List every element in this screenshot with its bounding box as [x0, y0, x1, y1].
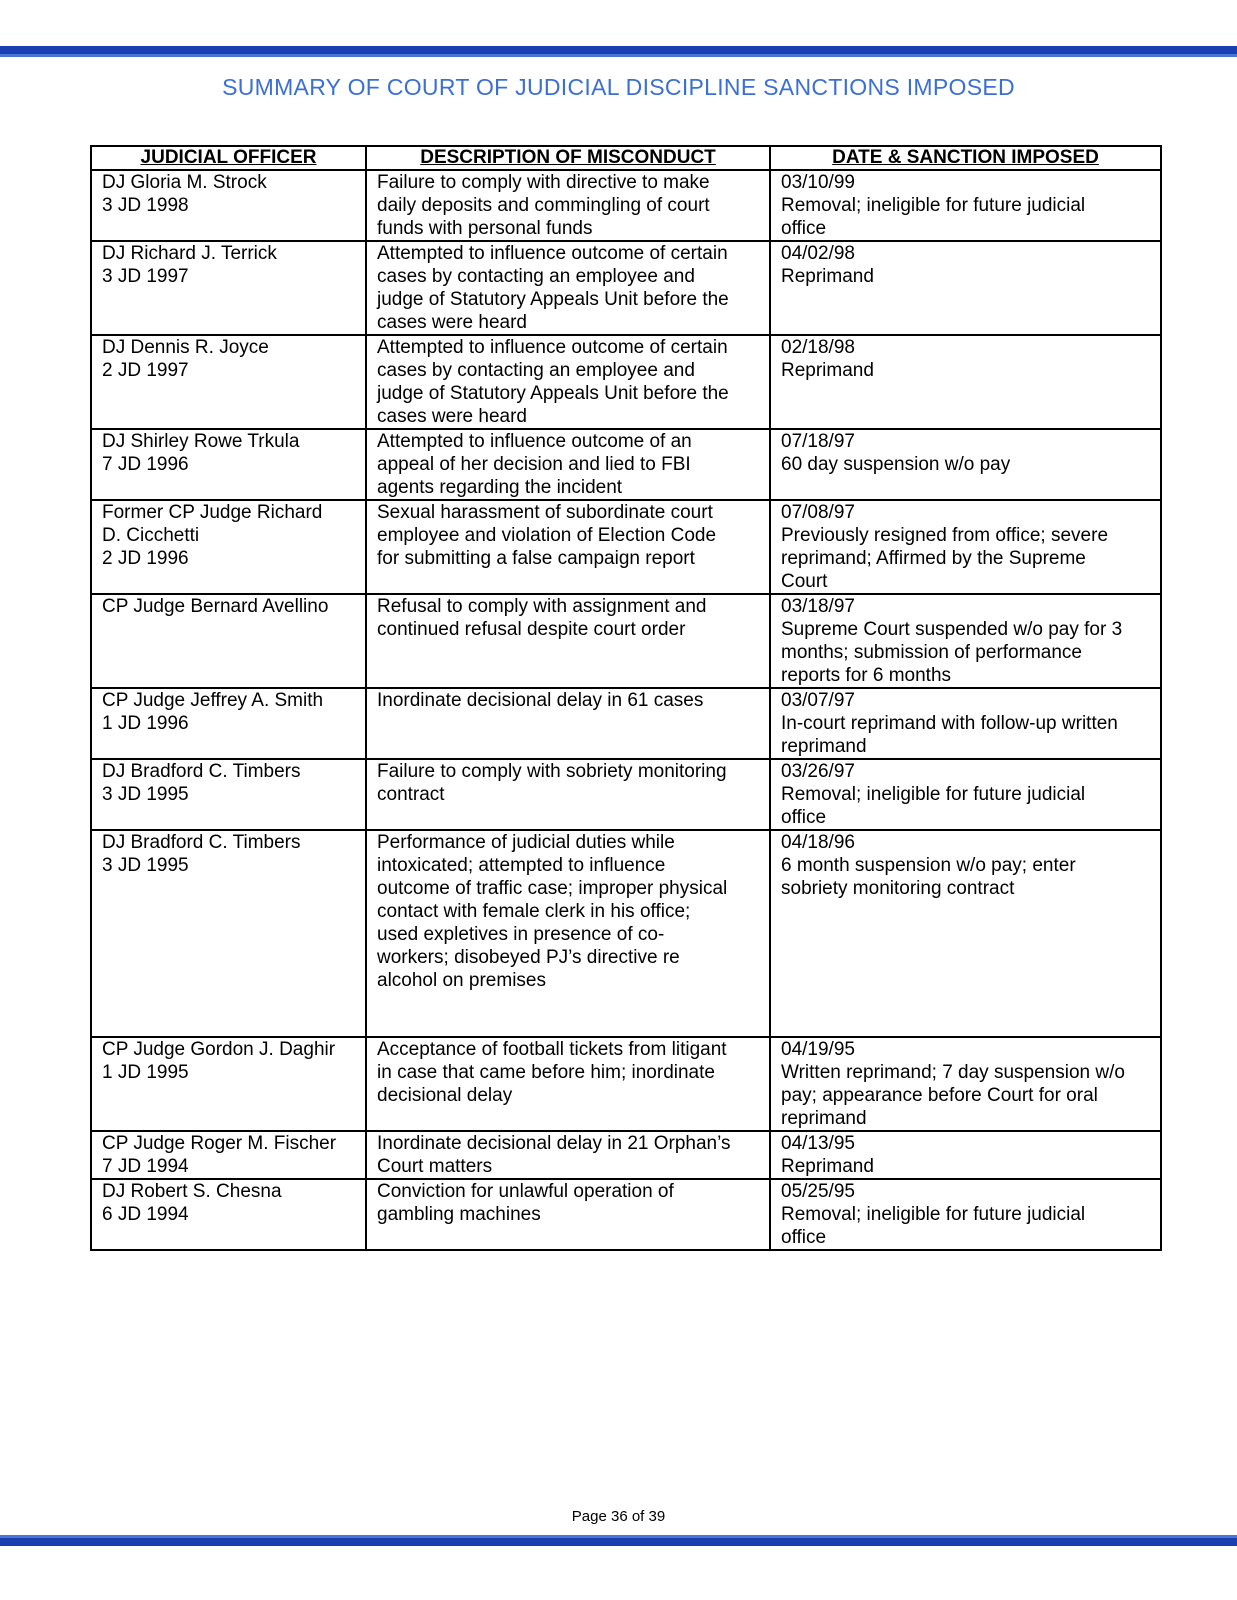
misconduct-cell: [366, 500, 770, 594]
header-judicial-officer: JUDICIAL OFFICER: [91, 146, 366, 170]
officer-cell: [91, 759, 366, 830]
misconduct-line: Sexual harassment of subordinate court: [377, 502, 713, 523]
misconduct-line: Refusal to comply with assignment and: [377, 596, 707, 617]
officer-line: DJ Richard J. Terrick: [102, 243, 277, 264]
misconduct-line: cases by contacting an employee and: [377, 360, 695, 381]
officer-line: Former CP Judge Richard: [102, 502, 323, 523]
officer-cell: [91, 170, 366, 241]
table-row: [91, 500, 1161, 594]
misconduct-line: in case that came before him; inordinate: [377, 1062, 715, 1083]
officer-line: 2 JD 1996: [102, 548, 189, 569]
officer-line: DJ Bradford C. Timbers: [102, 832, 301, 853]
sanction-cell: [770, 830, 1161, 1037]
sanction-line: reprimand; Affirmed by the Supreme: [781, 548, 1086, 569]
misconduct-cell: [366, 830, 770, 1037]
top-rule: [0, 46, 1237, 54]
sanction-line: 04/19/95: [781, 1039, 855, 1060]
table-row: [91, 1179, 1161, 1250]
misconduct-line: Attempted to influence outcome of an: [377, 431, 692, 452]
sanction-line: 03/26/97: [781, 761, 855, 782]
misconduct-line: Performance of judicial duties while: [377, 832, 675, 853]
sanction-cell: [770, 688, 1161, 759]
table-row: [91, 1037, 1161, 1131]
sanction-line: 03/07/97: [781, 690, 855, 711]
sanction-line: Previously resigned from office; severe: [781, 525, 1109, 546]
officer-line: 7 JD 1994: [102, 1156, 189, 1177]
table-body: [91, 170, 1161, 1250]
officer-line: DJ Robert S. Chesna: [102, 1181, 282, 1202]
sanction-line: reprimand: [781, 736, 867, 757]
officer-cell: [91, 429, 366, 500]
misconduct-cell: [366, 241, 770, 335]
officer-line: DJ Dennis R. Joyce: [102, 337, 269, 358]
sanction-cell: [770, 594, 1161, 688]
officer-cell: [91, 500, 366, 594]
table-row: [91, 759, 1161, 830]
top-rule-accent: [0, 54, 1237, 57]
misconduct-line: Attempted to influence outcome of certain: [377, 243, 728, 264]
officer-line: 2 JD 1997: [102, 360, 189, 381]
misconduct-line: Failure to comply with directive to make: [377, 172, 710, 193]
officer-line: DJ Shirley Rowe Trkula: [102, 431, 300, 452]
sanction-line: 05/25/95: [781, 1181, 855, 1202]
misconduct-line: cases by contacting an employee and: [377, 266, 695, 287]
sanction-line: 02/18/98: [781, 337, 855, 358]
officer-cell: [91, 830, 366, 1037]
sanction-line: Removal; ineligible for future judicial: [781, 1204, 1086, 1225]
misconduct-line: Acceptance of football tickets from litigant: [377, 1039, 727, 1060]
officer-line: 1 JD 1996: [102, 713, 189, 734]
officer-line: 3 JD 1998: [102, 195, 189, 216]
table-row: [91, 688, 1161, 759]
table-row: [91, 241, 1161, 335]
misconduct-cell: [366, 1131, 770, 1179]
misconduct-cell: [366, 1037, 770, 1131]
table-row: [91, 170, 1161, 241]
officer-cell: [91, 1037, 366, 1131]
sanction-line: Reprimand: [781, 266, 874, 287]
officer-line: 3 JD 1997: [102, 266, 189, 287]
misconduct-line: workers; disobeyed PJ’s directive re: [377, 947, 680, 968]
sanction-line: 07/08/97: [781, 502, 855, 523]
sanction-line: 04/18/96: [781, 832, 855, 853]
sanction-line: 6 month suspension w/o pay; enter: [781, 855, 1076, 876]
sanction-line: In-court reprimand with follow-up written: [781, 713, 1118, 734]
misconduct-cell: [366, 594, 770, 688]
sanction-cell: [770, 429, 1161, 500]
misconduct-line: funds with personal funds: [377, 218, 593, 239]
header-row: [91, 146, 1161, 170]
officer-cell: [91, 241, 366, 335]
misconduct-line: daily deposits and commingling of court: [377, 195, 710, 216]
sanction-cell: [770, 500, 1161, 594]
misconduct-line: outcome of traffic case; improper physical: [377, 878, 728, 899]
officer-cell: [91, 1131, 366, 1179]
sanction-line: Removal; ineligible for future judicial: [781, 195, 1086, 216]
sanction-line: Supreme Court suspended w/o pay for 3: [781, 619, 1123, 640]
officer-line: 7 JD 1996: [102, 454, 189, 475]
misconduct-cell: [366, 170, 770, 241]
sanction-cell: [770, 1131, 1161, 1179]
misconduct-line: Failure to comply with sobriety monitoring: [377, 761, 727, 782]
sanction-line: 07/18/97: [781, 431, 855, 452]
sanction-line: 04/02/98: [781, 243, 855, 264]
sanction-cell: [770, 170, 1161, 241]
officer-line: CP Judge Bernard Avellino: [102, 596, 329, 617]
sanction-line: office: [781, 807, 827, 828]
misconduct-line: judge of Statutory Appeals Unit before the: [377, 383, 729, 404]
sanctions-table: [90, 145, 1162, 1251]
misconduct-line: employee and violation of Election Code: [377, 525, 717, 546]
sanction-line: reprimand: [781, 1108, 867, 1129]
page-number: Page 36 of 39: [571, 1508, 666, 1525]
misconduct-cell: [366, 759, 770, 830]
misconduct-line: decisional delay: [377, 1085, 513, 1106]
table-row: [91, 1131, 1161, 1179]
sanction-line: months; submission of performance: [781, 642, 1082, 663]
misconduct-line: continued refusal despite court order: [377, 619, 686, 640]
misconduct-line: alcohol on premises: [377, 970, 546, 991]
misconduct-line: Conviction for unlawful operation of: [377, 1181, 674, 1202]
officer-line: 3 JD 1995: [102, 855, 189, 876]
header-description-of-misconduct: DESCRIPTION OF MISCONDUCT: [366, 146, 770, 170]
table-row: [91, 830, 1161, 1037]
misconduct-cell: [366, 335, 770, 429]
misconduct-line: cases were heard: [377, 406, 527, 427]
sanction-line: Written reprimand; 7 day suspension w/o: [781, 1062, 1125, 1083]
officer-line: 1 JD 1995: [102, 1062, 189, 1083]
misconduct-line: for submitting a false campaign report: [377, 548, 695, 569]
sanction-line: 03/18/97: [781, 596, 855, 617]
sanction-cell: [770, 241, 1161, 335]
sanction-line: pay; appearance before Court for oral: [781, 1085, 1098, 1106]
sanction-line: 04/13/95: [781, 1133, 855, 1154]
officer-cell: [91, 594, 366, 688]
page-title: SUMMARY OF COURT OF JUDICIAL DISCIPLINE SANCTIONS IMPOSED: [222, 74, 1015, 100]
officer-line: DJ Gloria M. Strock: [102, 172, 267, 193]
sanction-line: office: [781, 1227, 827, 1248]
officer-cell: [91, 1179, 366, 1250]
misconduct-line: contact with female clerk in his office;: [377, 901, 691, 922]
misconduct-line: gambling machines: [377, 1204, 541, 1225]
misconduct-line: appeal of her decision and lied to FBI: [377, 454, 691, 475]
misconduct-line: cases were heard: [377, 312, 527, 333]
sanction-line: Reprimand: [781, 360, 874, 381]
bottom-rule: [0, 1538, 1237, 1546]
officer-cell: [91, 335, 366, 429]
misconduct-line: intoxicated; attempted to influence: [377, 855, 666, 876]
officer-line: 3 JD 1995: [102, 784, 189, 805]
officer-line: CP Judge Gordon J. Daghir: [102, 1039, 336, 1060]
sanction-line: 60 day suspension w/o pay: [781, 454, 1011, 475]
officer-line: CP Judge Roger M. Fischer: [102, 1133, 337, 1154]
sanction-line: office: [781, 218, 827, 239]
sanction-line: reports for 6 months: [781, 665, 952, 686]
misconduct-line: agents regarding the incident: [377, 477, 623, 498]
sanction-line: Court: [781, 571, 828, 592]
sanction-cell: [770, 759, 1161, 830]
officer-line: 6 JD 1994: [102, 1204, 189, 1225]
officer-line: DJ Bradford C. Timbers: [102, 761, 301, 782]
table-row: [91, 594, 1161, 688]
officer-line: CP Judge Jeffrey A. Smith: [102, 690, 324, 711]
sanction-cell: [770, 1037, 1161, 1131]
misconduct-line: used expletives in presence of co-: [377, 924, 665, 945]
header-date-and-sanction: DATE & SANCTION IMPOSED: [770, 146, 1161, 170]
sanction-line: Reprimand: [781, 1156, 874, 1177]
sanction-line: Removal; ineligible for future judicial: [781, 784, 1086, 805]
misconduct-line: contract: [377, 784, 445, 805]
sanction-cell: [770, 335, 1161, 429]
misconduct-cell: [366, 1179, 770, 1250]
misconduct-cell: [366, 688, 770, 759]
misconduct-line: judge of Statutory Appeals Unit before the: [377, 289, 729, 310]
table-row: [91, 429, 1161, 500]
sanction-line: sobriety monitoring contract: [781, 878, 1015, 899]
officer-line: D. Cicchetti: [102, 525, 200, 546]
table-row: [91, 335, 1161, 429]
misconduct-line: Inordinate decisional delay in 61 cases: [377, 690, 704, 711]
misconduct-line: Court matters: [377, 1156, 493, 1177]
sanction-cell: [770, 1179, 1161, 1250]
misconduct-line: Inordinate decisional delay in 21 Orphan’s: [377, 1133, 731, 1154]
sanction-line: 03/10/99: [781, 172, 855, 193]
misconduct-cell: [366, 429, 770, 500]
officer-cell: [91, 688, 366, 759]
misconduct-line: Attempted to influence outcome of certain: [377, 337, 728, 358]
